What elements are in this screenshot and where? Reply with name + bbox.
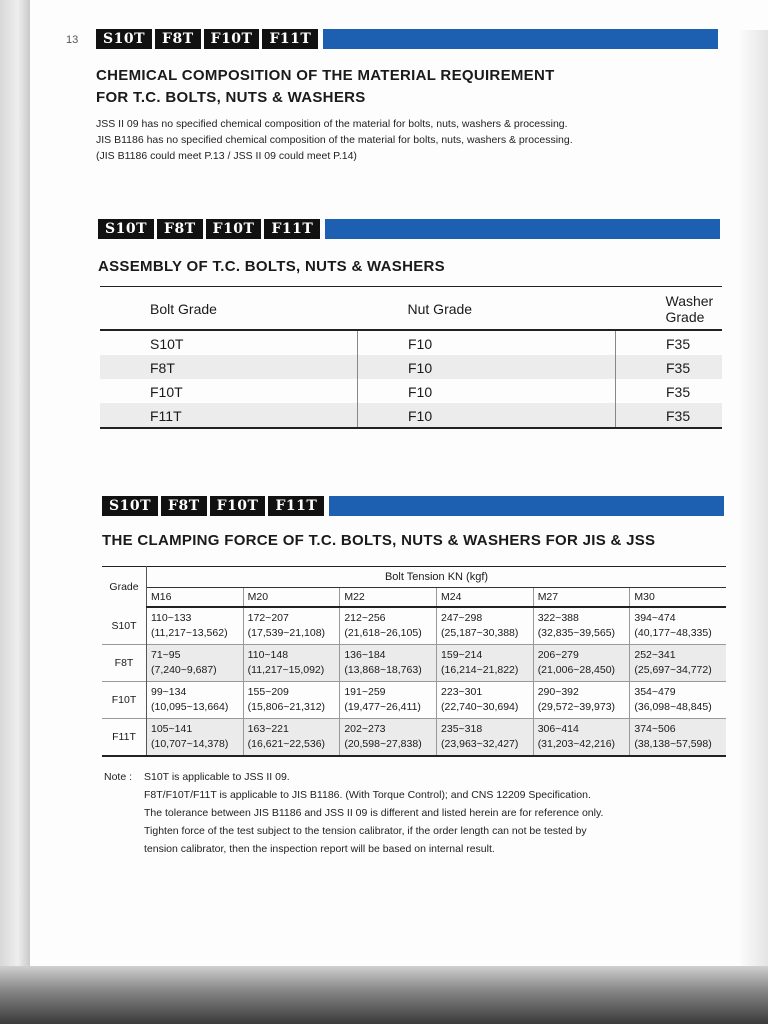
tension-cell <box>340 682 437 719</box>
tension-cell <box>437 682 534 719</box>
size-header: M24 <box>437 588 534 608</box>
tension-kgf: (25,697~34,772) <box>634 664 712 676</box>
tension-kn: 110~133 <box>151 612 192 624</box>
tension-kgf: (11,217~13,562) <box>151 627 228 639</box>
section-title: ASSEMBLY OF T.C. BOLTS, NUTS & WASHERS <box>98 258 445 275</box>
tension-kn: 159~214 <box>441 649 483 661</box>
section-title: CHEMICAL COMPOSITION OF THE MATERIAL REQUIREMENT FOR T.C. BOLTS, NUTS & WASHERS <box>96 67 555 106</box>
tension-kgf: (29,572~39,973) <box>537 701 616 713</box>
column-header: Washer Grade <box>665 293 714 325</box>
grade-tag: F10T <box>206 219 262 239</box>
tension-kn: 71~95 <box>151 649 181 661</box>
tension-kgf: (22,740~30,694) <box>441 701 519 713</box>
grade-strip <box>96 28 718 50</box>
column-header: Nut Grade <box>407 301 473 317</box>
tension-cell <box>340 607 437 645</box>
tension-cell <box>533 719 630 757</box>
tension-kn: 172~207 <box>247 612 289 624</box>
accent-bar <box>323 29 718 49</box>
tension-cell <box>147 645 244 682</box>
scan-edge-left <box>0 0 30 1024</box>
tension-kgf: (20,598~27,838) <box>344 738 422 750</box>
table-row <box>102 645 726 682</box>
table-row: F10T F10 F35 <box>100 379 722 403</box>
tension-kn: 235~318 <box>441 723 483 735</box>
tension-cell <box>533 682 630 719</box>
tension-cell <box>340 719 437 757</box>
tension-kn: 191~259 <box>344 686 386 698</box>
tension-cell <box>630 682 726 719</box>
tension-header: Bolt Tension KN (kgf) <box>147 567 727 588</box>
grade-tag: F11T <box>262 29 318 49</box>
grade-tag: F11T <box>268 496 324 516</box>
size-header: M22 <box>340 588 437 608</box>
tension-kgf: (15,806~21,312) <box>247 701 326 713</box>
grade-strip <box>98 218 720 240</box>
tension-kn: 223~301 <box>441 686 483 698</box>
tension-kgf: (31,203~42,216) <box>537 738 616 750</box>
grade-strip <box>102 495 724 517</box>
tension-cell <box>147 607 244 645</box>
grade-tag: F10T <box>210 496 266 516</box>
grade-tag: F8T <box>157 219 203 239</box>
tension-kgf: (40,177~48,335) <box>634 627 712 639</box>
tension-kgf: (17,539~21,108) <box>247 627 326 639</box>
tension-kgf: (21,618~26,105) <box>344 627 422 639</box>
table-row <box>102 607 726 645</box>
tension-cell <box>630 719 726 757</box>
grade-cell: F10T <box>102 682 147 719</box>
tension-kn: 99~134 <box>151 686 187 698</box>
page-edge-right <box>740 30 768 970</box>
grade-tag: F8T <box>155 29 201 49</box>
tension-kn: 136~184 <box>344 649 386 661</box>
tension-kgf: (19,477~26,411) <box>344 701 421 713</box>
tension-kn: 155~209 <box>247 686 289 698</box>
tension-kn: 163~221 <box>247 723 289 735</box>
tension-kn: 110~148 <box>247 649 289 661</box>
size-header: M30 <box>630 588 726 608</box>
tension-cell <box>533 645 630 682</box>
grade-tag: S10T <box>98 219 154 239</box>
tension-cell <box>437 645 534 682</box>
table-row <box>102 719 726 757</box>
tension-kgf: (36,098~48,845) <box>634 701 712 713</box>
chemical-composition-text: JSS II 09 has no specified chemical composition of the material for bolts, nuts, washers & processing. JIS B1186 has no specified chemical composition of the material for bolts, nuts, washers & processing. (JIS B1186 could meet P.13 / JSS II 09 could meet P.14) <box>96 118 573 162</box>
tension-kgf: (21,006~28,450) <box>537 664 616 676</box>
tension-kn: 206~279 <box>537 649 579 661</box>
tension-cell <box>437 719 534 757</box>
tension-kgf: (32,835~39,565) <box>537 627 616 639</box>
table-row <box>102 682 726 719</box>
tension-kn: 290~392 <box>537 686 579 698</box>
note: Note : S10T is applicable to JSS II 09. F8T/F10T/F11T is applicable to JIS B1186. (With Torque Control); and CNS 12209 Specification. The tolerance between JIS B1186 and JSS II 09 is different and listed herein are for reference only. Tighten force of the test subject to the tension calibrator, if the order length can not be tested by tension calibrator, then the inspection report will be based on internal result. <box>104 768 724 858</box>
grade-cell: F8T <box>102 645 147 682</box>
tension-cell <box>630 645 726 682</box>
note-label: Note : <box>104 771 133 783</box>
tension-kn: 202~273 <box>344 723 386 735</box>
tension-kn: 374~506 <box>634 723 676 735</box>
grade-tag: S10T <box>102 496 158 516</box>
tension-cell <box>147 682 244 719</box>
tension-kn: 252~341 <box>634 649 676 661</box>
tension-cell <box>243 645 340 682</box>
tension-kn: 306~414 <box>537 723 579 735</box>
clamping-force-table <box>102 566 726 757</box>
accent-bar <box>325 219 720 239</box>
grade-tag: F11T <box>264 219 320 239</box>
size-header: M20 <box>243 588 340 608</box>
scan-edge-bottom <box>0 966 768 1024</box>
column-header: Bolt Grade <box>150 301 217 317</box>
grade-tag: F8T <box>161 496 207 516</box>
tension-kgf: (10,095~13,664) <box>151 701 229 713</box>
grade-tag: S10T <box>96 29 152 49</box>
table-row: S10T F10 F35 <box>100 330 722 355</box>
tension-kgf: (13,868~18,763) <box>344 664 422 676</box>
size-header: M16 <box>147 588 244 608</box>
tension-kgf: (23,963~32,427) <box>441 738 519 750</box>
grade-header: Grade <box>102 567 147 608</box>
tension-kgf: (11,217~15,092) <box>247 664 325 676</box>
section-title: THE CLAMPING FORCE OF T.C. BOLTS, NUTS & WASHERS FOR JIS & JSS <box>102 532 656 549</box>
tension-kn: 212~256 <box>344 612 386 624</box>
tension-kn: 247~298 <box>441 612 483 624</box>
tension-cell <box>533 607 630 645</box>
tension-kn: 105~141 <box>151 723 193 735</box>
table-row: F8T F10 F35 <box>100 355 722 379</box>
tension-kn: 354~479 <box>634 686 676 698</box>
tension-cell <box>437 607 534 645</box>
size-header: M27 <box>533 588 630 608</box>
tension-cell <box>243 607 340 645</box>
table-row: F11T F10 F35 <box>100 403 722 428</box>
tension-cell <box>147 719 244 757</box>
grade-tag: F10T <box>204 29 260 49</box>
assembly-table <box>100 286 722 429</box>
tension-kgf: (38,138~57,598) <box>634 738 712 750</box>
tension-kgf: (16,621~22,536) <box>247 738 326 750</box>
grade-cell: S10T <box>102 607 147 645</box>
tension-kgf: (16,214~21,822) <box>441 664 519 676</box>
tension-cell <box>243 719 340 757</box>
tension-kgf: (25,187~30,388) <box>441 627 519 639</box>
tension-kn: 322~388 <box>537 612 579 624</box>
tension-cell <box>340 645 437 682</box>
tension-kn: 394~474 <box>634 612 676 624</box>
tension-cell <box>243 682 340 719</box>
tension-cell <box>630 607 726 645</box>
accent-bar <box>329 496 724 516</box>
page-number: 13 <box>66 34 79 46</box>
tension-kgf: (7,240~9,687) <box>151 664 217 676</box>
grade-cell: F11T <box>102 719 147 757</box>
tension-kgf: (10,707~14,378) <box>151 738 229 750</box>
